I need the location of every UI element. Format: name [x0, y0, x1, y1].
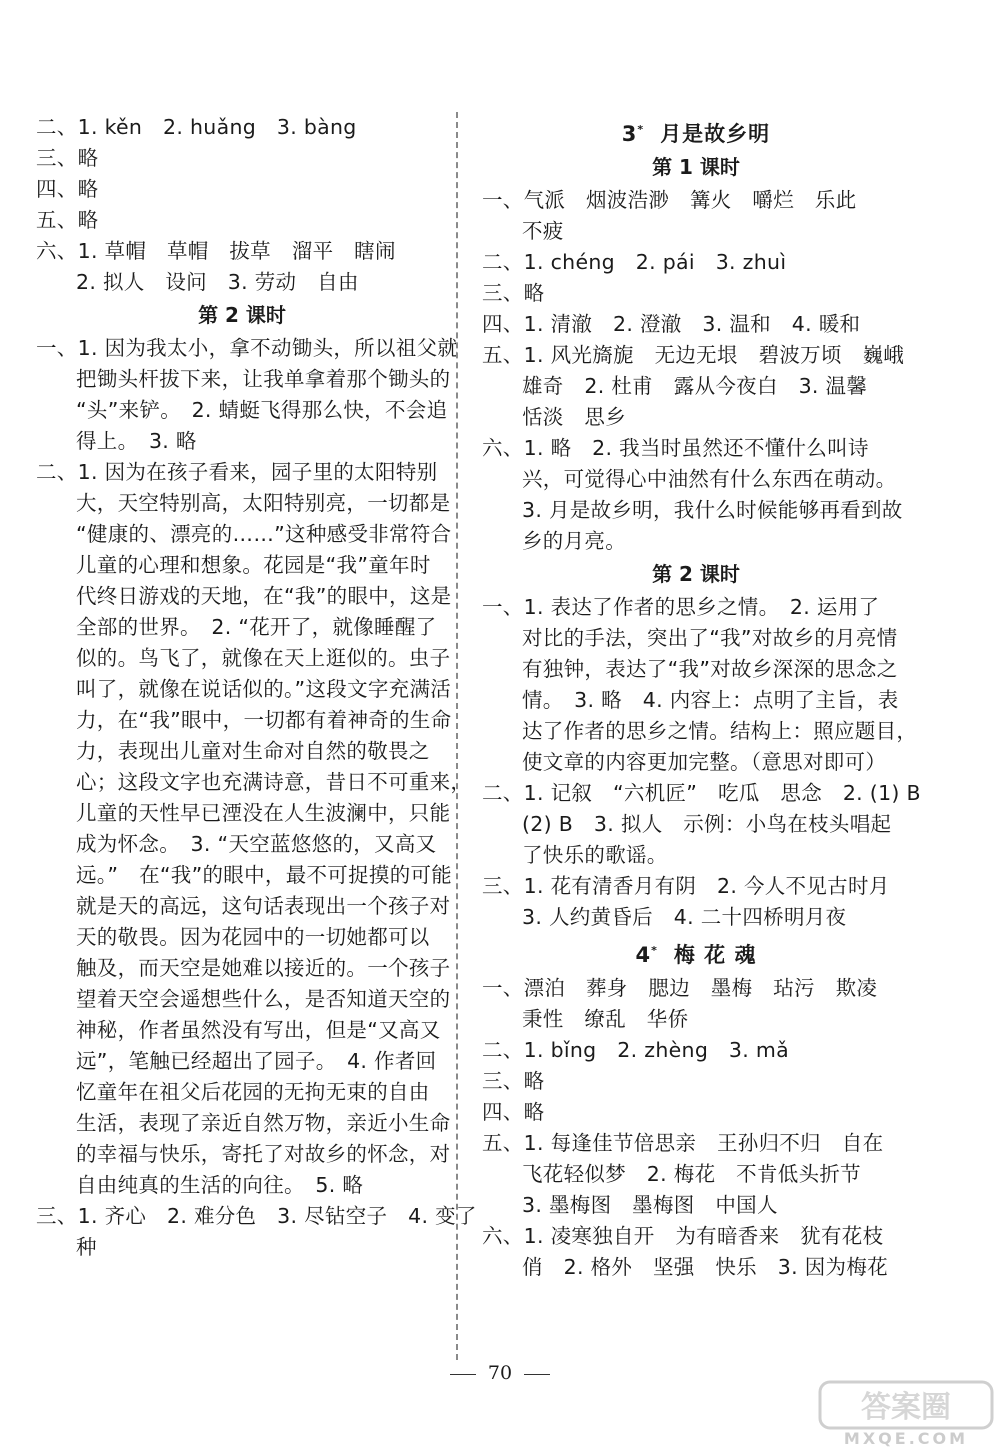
answer-line: 使文章的内容更加完整。（意思对即可）: [522, 750, 887, 774]
answer-line: 全部的世界。 2. “花开了，就像睡醒了: [76, 615, 437, 639]
answer-line: 恬淡 思乡: [522, 405, 626, 429]
answer-line: 俏 2. 格外 坚强 快乐 3. 因为梅花: [522, 1255, 888, 1279]
lesson-mark: *: [651, 944, 658, 957]
answer-line: 兴，可觉得心中油然有什么东西在萌动。: [522, 467, 897, 491]
answer-line: (2) B 3. 拟人 示例：小鸟在枝头唱起: [522, 812, 892, 836]
answer-line: 三、1. 花有清香月有阴 2. 今人不见古时月: [482, 874, 890, 898]
answer-line: “头”来铲。 2. 蜻蜓飞得那么快，不会追: [76, 398, 448, 422]
answer-line: 三、略: [482, 281, 545, 305]
right-column: [482, 112, 921, 1283]
answer-line: 望着天空会遥想些什么，是否知道天空的: [76, 987, 451, 1011]
answer-line: 种: [76, 1235, 97, 1259]
answer-line: 三、略: [36, 146, 99, 170]
answer-line: 二、1. bǐng 2. zhèng 3. mǎ: [482, 1038, 790, 1062]
answer-line: 力，在“我”眼中，一切都有着神奇的生命: [76, 708, 452, 732]
answer-line: 得上。 3. 略: [76, 429, 197, 453]
heading-text: 第 2 课时: [652, 562, 740, 586]
answer-line: 代终日游戏的天地，在“我”的眼中，这是: [76, 584, 452, 608]
answer-line: 六、1. 草帽 草帽 拔草 溜平 瞎闹: [36, 239, 396, 263]
answer-line: 触及，而天空是她难以接近的。一个孩子: [76, 956, 451, 980]
left-column: [36, 112, 477, 1263]
answer-line: 二、1. kěn 2. huǎng 3. bàng: [36, 115, 357, 139]
answer-line: 大，天空特别高，太阳特别亮，一切都是: [76, 491, 451, 515]
watermark-logo: [818, 1378, 994, 1448]
answer-line: 四、1. 清澈 2. 澄澈 3. 温和 4. 暖和: [482, 312, 861, 336]
lesson-number: 4: [635, 943, 652, 967]
answer-line: “健康的、漂亮的……”这种感受非常符合: [76, 522, 452, 546]
answer-line: 雄奇 2. 杜甫 露从今夜白 3. 温馨: [522, 374, 868, 398]
answer-line: 一、漂泊 葬身 腮边 墨梅 玷污 欺凌: [482, 976, 878, 1000]
answer-line: 自由纯真的生活的向往。 5. 略: [76, 1173, 364, 1197]
answer-line: 六、1. 凌寒独自开 为有暗香来 犹有花枝: [482, 1224, 884, 1248]
page-number: 70: [380, 1362, 620, 1384]
answer-line: 一、气派 烟波浩渺 篝火 嚼烂 乐此: [482, 188, 857, 212]
answer-line: 忆童年在祖父后花园的无拘无束的自由: [76, 1080, 430, 1104]
answer-line: 就是天的高远，这句话表现出一个孩子对: [76, 894, 451, 918]
answer-line: 成为怀念。 3. “天空蓝悠悠的，又高又: [76, 832, 437, 856]
lesson-title: [482, 114, 910, 150]
answer-line: 生活，表现了亲近自然万物，亲近小生命: [76, 1111, 451, 1135]
section-heading: [36, 300, 448, 331]
answer-line: 五、1. 风光旖旎 无边无垠 碧波万顷 巍峨: [482, 343, 905, 367]
answer-line: 3. 月是故乡明，我什么时候能够再看到故: [522, 498, 903, 522]
answer-line: 儿童的心理和想象。花园是“我”童年时: [76, 553, 431, 577]
answer-line: 远。” 在“我”的眼中，最不可捉摸的可能: [76, 863, 453, 887]
answer-line: 不疲: [522, 219, 564, 243]
answer-line: 情。 3. 略 4. 内容上：点明了主旨，表: [522, 688, 899, 712]
answer-line: 六、1. 略 2. 我当时虽然还不懂什么叫诗: [482, 436, 869, 460]
heading-text: 月是故乡明: [660, 122, 771, 146]
answer-line: 秉性 缭乱 华侨: [522, 1007, 689, 1031]
answer-line: 四、略: [36, 177, 99, 201]
answer-line: 2. 拟人 设问 3. 劳动 自由: [76, 270, 359, 294]
answer-line: 心；这段文字也充满诗意，昔日不可重来，: [76, 770, 472, 794]
lesson-mark: *: [637, 123, 645, 136]
answer-line: 叫了，就像在说话似的。”这段文字充满活: [76, 677, 452, 701]
watermark-text: 答案圈: [861, 1390, 951, 1425]
answer-line: 一、1. 因为我太小，拿不动锄头，所以祖父就: [36, 336, 459, 360]
answer-line: 一、1. 表达了作者的思乡之情。 2. 运用了: [482, 595, 880, 619]
answer-line: 达了作者的思乡之情。结构上：照应题目，: [522, 719, 918, 743]
answer-line: 力，表现出儿童对生命对自然的敬畏之: [76, 739, 430, 763]
answer-line: 二、1. chéng 2. pái 3. zhuì: [482, 250, 787, 274]
answer-line: 天的敬畏。因为花园中的一切她都可以: [76, 925, 430, 949]
answer-line: 3. 墨梅图 墨梅图 中国人: [522, 1193, 778, 1217]
lesson-number: 3: [621, 122, 638, 146]
answer-line: 三、1. 齐心 2. 难分色 3. 尽钻空子 4. 变了: [36, 1204, 477, 1228]
answer-line: 的幸福与快乐，寄托了对故乡的怀念，对: [76, 1142, 451, 1166]
answer-line: 有独钟，表达了“我”对故乡深深的思念之: [522, 657, 898, 681]
answer-line: 把锄头杆拔下来，让我单拿着那个锄头的: [76, 367, 451, 391]
answer-line: 三、略: [482, 1069, 545, 1093]
answer-line: 二、1. 记叙 “六机匠” 吃瓜 思念 2. (1) B: [482, 781, 921, 805]
heading-text: 第 2 课时: [198, 303, 286, 327]
answer-line: 儿童的天性早已湮没在人生波澜中，只能: [76, 801, 451, 825]
heading-text: 第 1 课时: [652, 155, 740, 179]
section-heading: [482, 152, 910, 183]
answer-line: 对比的手法，突出了“我”对故乡的月亮情: [522, 626, 898, 650]
answer-line: 似的。鸟飞了，就像在天上逛似的。虫子: [76, 646, 451, 670]
answer-line: 五、1. 每逢佳节倍思亲 王孙归不归 自在: [482, 1131, 884, 1155]
answer-line: 五、略: [36, 208, 99, 232]
answer-line: 二、1. 因为在孩子看来，园子里的太阳特别: [36, 460, 438, 484]
answer-line: 神秘，作者虽然没有写出，但是“又高又: [76, 1018, 441, 1042]
heading-text: 梅 花 魂: [673, 943, 757, 967]
watermark-subtext: MXQE.COM: [843, 1429, 969, 1448]
answer-line: 乡的月亮。: [522, 529, 626, 553]
column-divider: [456, 112, 458, 1360]
answer-line: 远”，笔触已经超出了园子。 4. 作者回: [76, 1049, 437, 1073]
answer-line: 飞花轻似梦 2. 梅花 不肯低头折节: [522, 1162, 861, 1186]
answer-line: 了快乐的歌谣。: [522, 843, 668, 867]
answer-line: 四、略: [482, 1100, 545, 1124]
lesson-title: [482, 935, 910, 971]
answer-line: 3. 人约黄昏后 4. 二十四桥明月夜: [522, 905, 847, 929]
section-heading: [482, 559, 910, 590]
